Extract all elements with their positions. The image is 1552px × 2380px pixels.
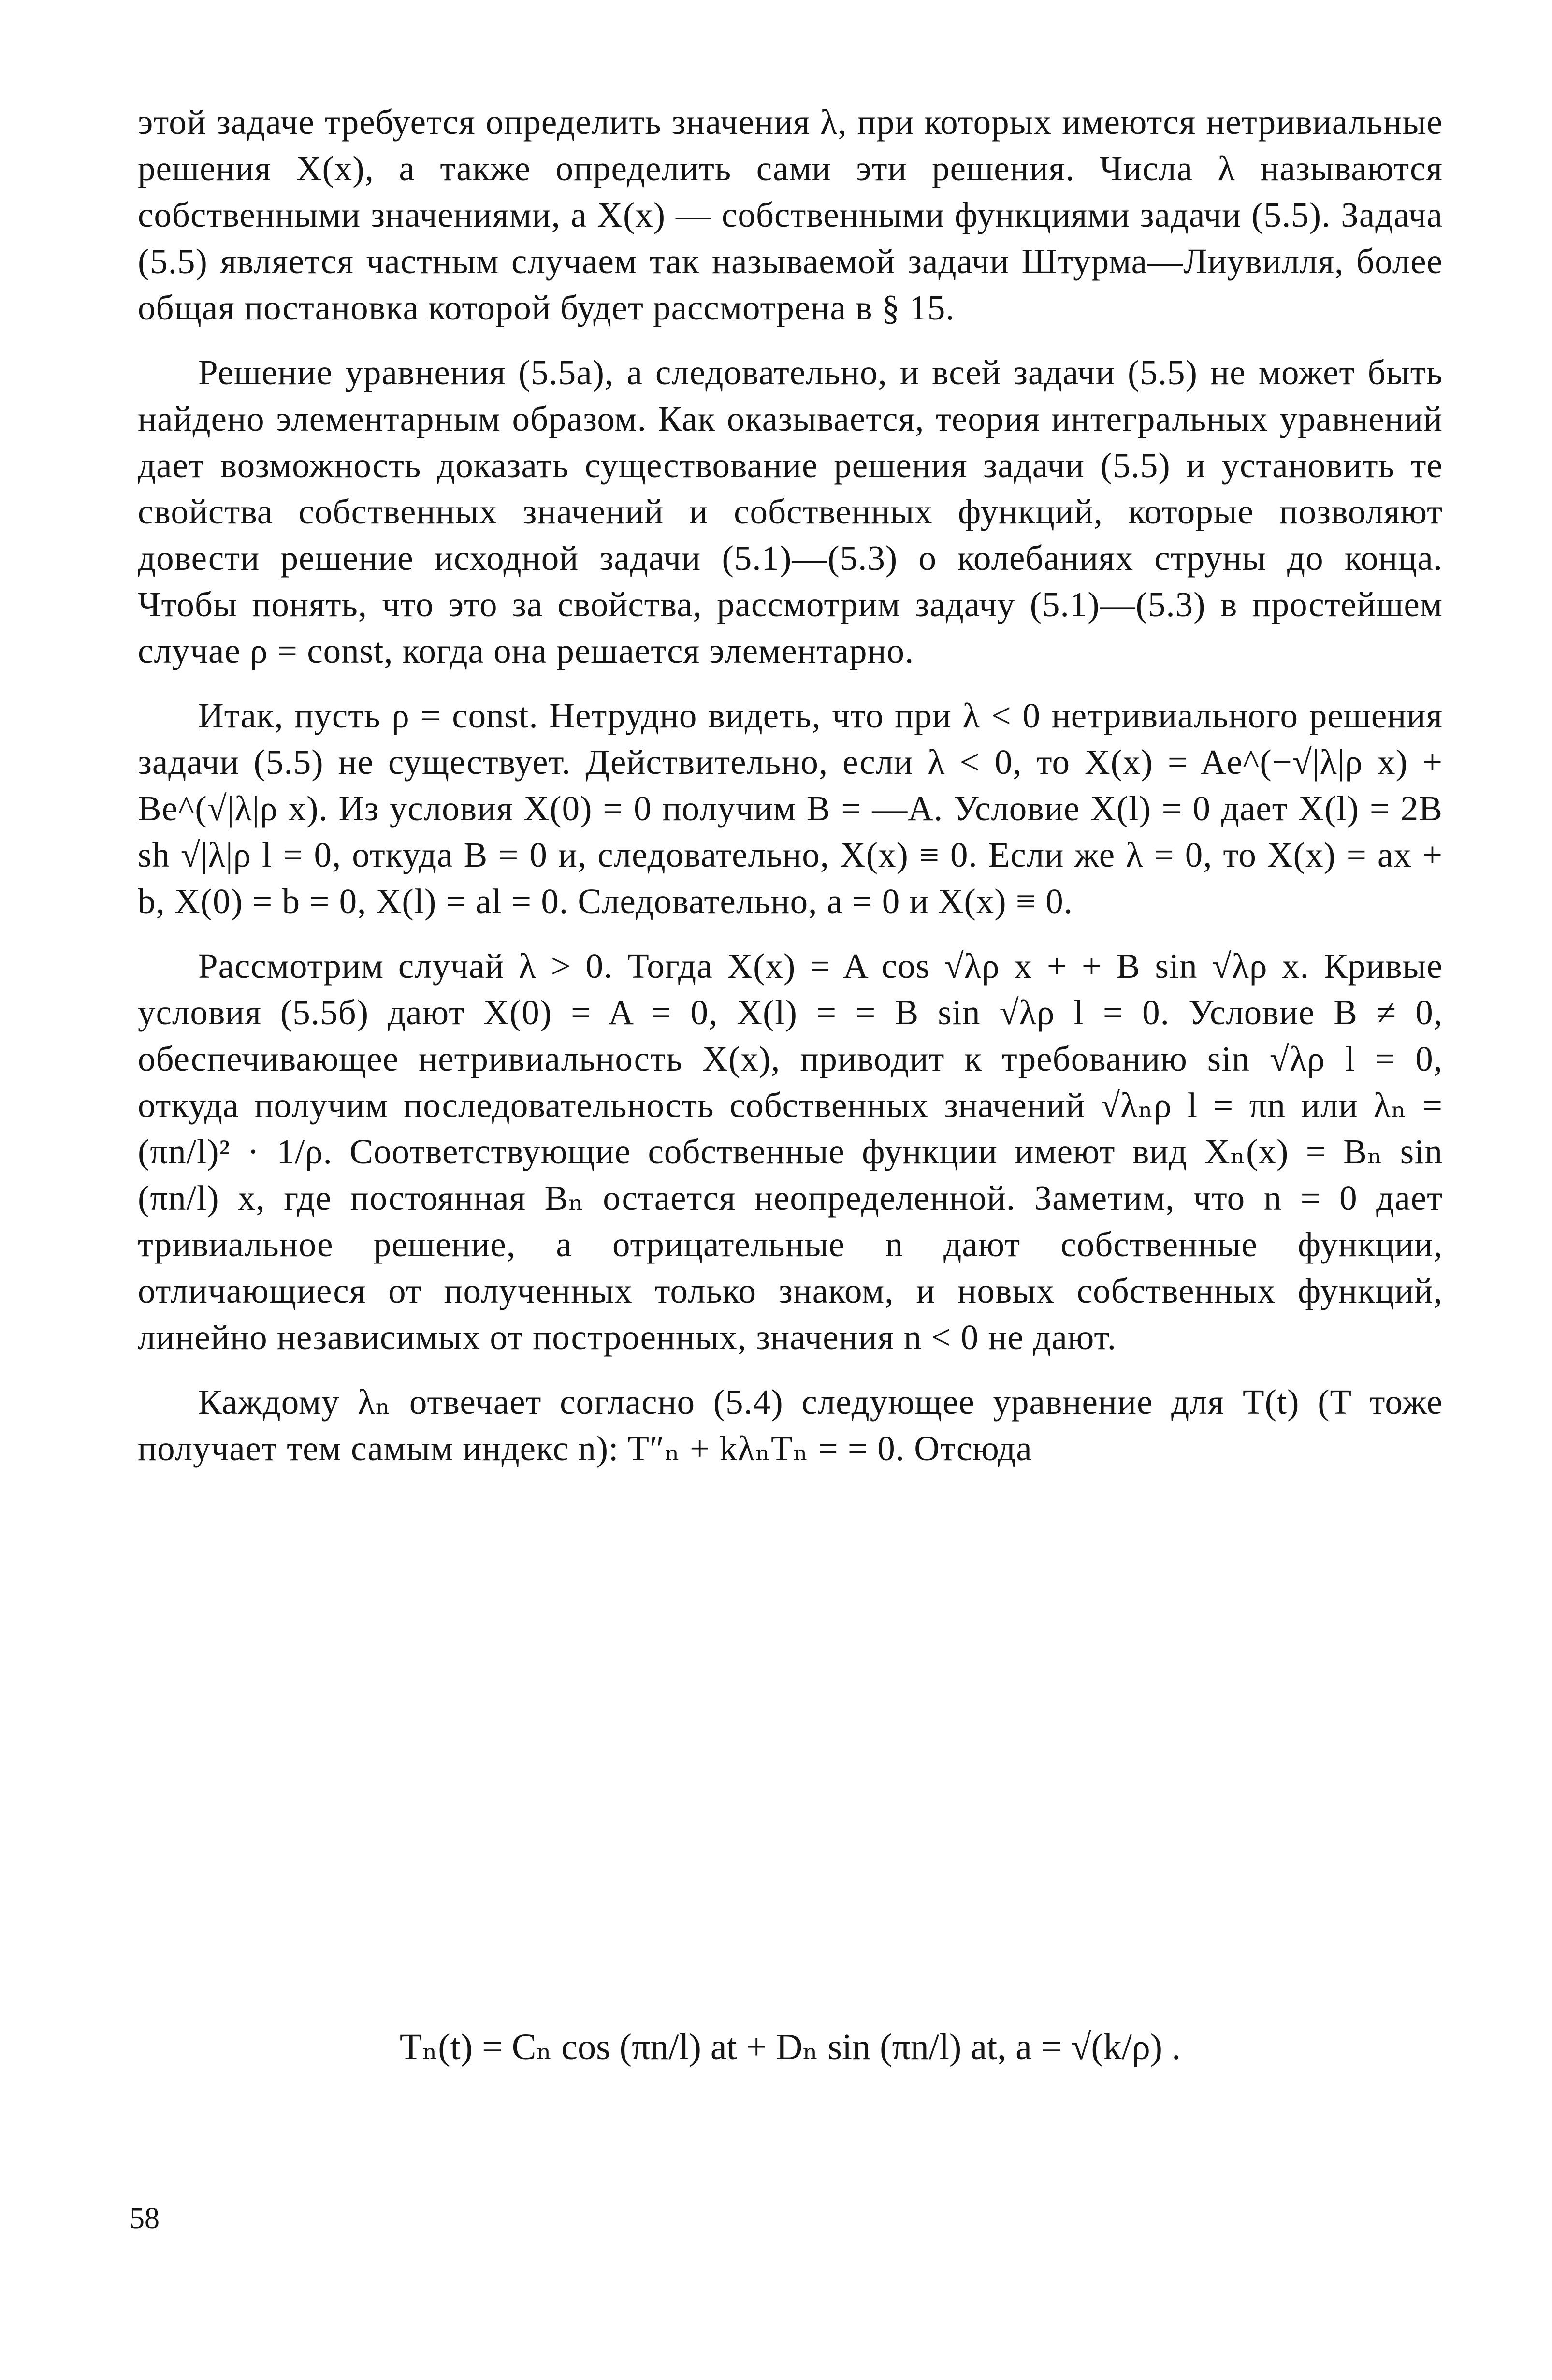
display-formula: Tₙ(t) = Cₙ cos (πn/l) at + Dₙ sin (πn/l) at, a = √(k/ρ) . xyxy=(399,2027,1181,2067)
paragraph-2: Решение уравнения (5.5а), а следовательно, и всей задачи (5.5) не может быть найдено элементарным образом. Как оказывается, теория интегральных уравнений дает возможность доказать существование решения задачи (5.5) и установить те свойства собственных значений и собственных функций, которые позволяют довести решение исходной задачи (5.1)—(5.3) о колебаниях струны до конца. Чтобы понять, что это за свойства, рассмотрим задачу (5.1)—(5.3) в простейшем случае ρ = const, когда она решается элементарно. xyxy=(138,353,1443,670)
text-column xyxy=(138,99,1443,1472)
paragraph-4: Рассмотрим случай λ > 0. Тогда X(x) = A cos √λρ x + + B sin √λρ x. Кривые условия (5.5б) дают X(0) = A = 0, X(l) = = B sin √λρ l = 0. Условие B ≠ 0, обеспечивающее нетривиальность X(x), приводит к требованию sin √λρ l = 0, откуда получим последовательность собственных значений √λₙρ l = πn или λₙ = (πn/l)² · 1/ρ. Соответствующие собственные функции имеют вид Xₙ(x) = Bₙ sin (πn/l) x, где постоянная Bₙ остается неопределенной. Заметим, что n = 0 дает тривиальное решение, а отрицательные n дают собственные функции, отличающиеся от полученных только знаком, и новых собственных функций, линейно независимых от построенных, значения n < 0 не дают. xyxy=(138,946,1443,1357)
paragraph-3: Итак, пусть ρ = const. Нетрудно видеть, что при λ < 0 нетривиального решения задачи (5.5) не существует. Действительно, если λ < 0, то X(x) = Ae^(−√|λ|ρ x) + Be^(√|λ|ρ x). Из условия X(0) = 0 получим B = —A. Условие X(l) = 0 дает X(l) = 2B sh √|λ|ρ l = 0, откуда B = 0 и, следовательно, X(x) ≡ 0. Если же λ = 0, то X(x) = ax + b, X(0) = b = 0, X(l) = al = 0. Следовательно, a = 0 и X(x) ≡ 0. xyxy=(138,696,1443,921)
paragraph-5: Каждому λₙ отвечает согласно (5.4) следующее уравнение для T(t) (T тоже получает тем самым индекс n): T″ₙ + kλₙTₙ = = 0. Отсюда xyxy=(138,1382,1443,1468)
paragraph-1: этой задаче требуется определить значения λ, при которых имеются нетривиальные решения X(x), а также определить сами эти решения. Числа λ называются собственными значениями, а X(x) — собственными функциями задачи (5.5). Задача (5.5) является частным случаем так называемой задачи Штурма—Лиувилля, более общая постановка которой будет рассмотрена в § 15. xyxy=(138,102,1443,327)
page-number: 58 xyxy=(130,2202,160,2235)
